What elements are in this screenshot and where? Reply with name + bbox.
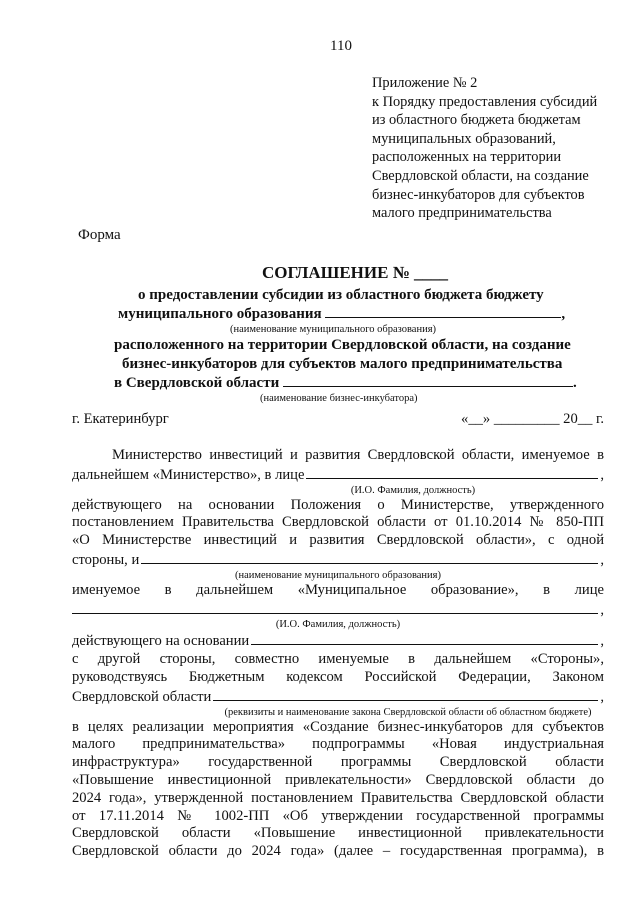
blank-line bbox=[213, 687, 598, 701]
appendix-line: Свердловской области, на создание bbox=[372, 167, 589, 184]
caption-mo: (наименование муниципального образования) bbox=[230, 324, 437, 335]
title-line: бизнес-инкубаторов для субъектов малого предпринимательства bbox=[122, 356, 563, 372]
appendix-line: к Порядку предоставления субсидий bbox=[372, 93, 598, 110]
body-line: руководствуясь Бюджетным кодексом Российской Федерации, Законом bbox=[72, 668, 604, 685]
form-label: Форма bbox=[78, 227, 121, 243]
caption-fio: (И.О. Фамилия, должность) bbox=[350, 484, 476, 496]
body-line: «О Министерстве инвестиций и развития Свердловской области», с одной bbox=[72, 532, 604, 549]
title-main: СОГЛАШЕНИЕ № ____ bbox=[261, 263, 449, 282]
body-text: действующего на основании bbox=[72, 633, 250, 650]
body-line: Свердловской области «Повышение инвестиционной привлекательности bbox=[72, 825, 604, 842]
title-line-text: муниципального образования bbox=[118, 306, 322, 322]
agreement-body bbox=[72, 447, 604, 861]
date-template: «__» _________ 20__ г. bbox=[461, 411, 604, 427]
body-line: малого предпринимательства» подпрограммы «Новая индустриальная bbox=[72, 736, 604, 753]
title-line-text: в Свердловской области bbox=[114, 375, 280, 391]
body-line bbox=[72, 687, 604, 707]
body-text: дальнейшем «Министерство», в лице bbox=[72, 466, 305, 483]
agreement-title bbox=[60, 263, 620, 405]
blank-line bbox=[325, 317, 561, 318]
appendix-line: расположенных на территории bbox=[372, 149, 562, 166]
body-line bbox=[72, 600, 604, 620]
title-line bbox=[60, 305, 620, 324]
body-line: от 17.11.2014 № 1002-ПП «Об утверждении государственной программы bbox=[72, 807, 604, 824]
city: г. Екатеринбург bbox=[72, 411, 169, 427]
body-punct: , bbox=[600, 466, 604, 483]
appendix-line: муниципальных образований, bbox=[372, 130, 556, 147]
body-line bbox=[72, 631, 604, 651]
appendix-block bbox=[372, 74, 634, 223]
body-line: 2024 года», утвержденной постановлением Правительства Свердловской области bbox=[72, 789, 604, 806]
blank-line bbox=[72, 600, 598, 614]
body-line: постановлением Правительства Свердловской области от 01.10.2014 № 850-ПП bbox=[72, 514, 604, 531]
title-line-punct: , bbox=[561, 306, 566, 322]
caption-fio: (И.О. Фамилия, должность) bbox=[275, 619, 401, 631]
body-line: Свердловской области до 2024 года» (далее – государственная программа), в bbox=[72, 843, 604, 860]
page-number: 110 bbox=[330, 38, 352, 54]
caption-law: (реквизиты и наименование закона Свердловской области об областном бюджете) bbox=[224, 706, 592, 718]
appendix-line: Приложение № 2 bbox=[372, 75, 478, 91]
blank-line bbox=[283, 386, 573, 387]
blank-line bbox=[251, 631, 598, 645]
blank-line bbox=[306, 465, 598, 479]
place-date-row bbox=[72, 411, 604, 428]
body-line: именуемое в дальнейшем «Муниципальное образование», в лице bbox=[72, 581, 604, 598]
appendix-line: малого предпринимательства bbox=[372, 205, 552, 222]
blank-line bbox=[141, 550, 598, 564]
body-line: «Повышение инвестиционной привлекательности» Свердловской области до bbox=[72, 771, 604, 788]
body-punct: , bbox=[600, 633, 604, 650]
body-line bbox=[72, 465, 604, 485]
body-line: с другой стороны, совместно именуемые в дальнейшем «Стороны», bbox=[72, 651, 604, 668]
body-line bbox=[72, 550, 604, 570]
title-line: о предоставлении субсидии из областного бюджета бюджету bbox=[138, 287, 544, 303]
caption-mo-body: (наименование муниципального образования) bbox=[234, 569, 442, 581]
body-text: стороны, и bbox=[72, 551, 140, 568]
body-line: действующего на основании Положения о Министерстве, утвержденного bbox=[72, 496, 604, 513]
caption-incubator: (наименование бизнес-инкубатора) bbox=[260, 393, 418, 404]
title-line-punct: . bbox=[572, 375, 577, 391]
title-line bbox=[60, 374, 620, 393]
appendix-line: из областного бюджета бюджетам bbox=[372, 112, 581, 129]
body-text: Свердловской области bbox=[72, 688, 212, 705]
title-line: расположенного на территории Свердловской области, на создание bbox=[114, 337, 571, 353]
body-line: инфраструктура» государственной программы Свердловской области bbox=[72, 754, 604, 771]
body-punct: , bbox=[600, 551, 604, 568]
appendix-line: бизнес-инкубаторов для субъектов bbox=[372, 186, 585, 203]
body-punct: , bbox=[600, 601, 604, 618]
body-line: Министерство инвестиций и развития Свердловской области, именуемое в bbox=[112, 447, 604, 463]
body-line: в целях реализации мероприятия «Создание бизнес-инкубаторов для субъектов bbox=[72, 718, 604, 735]
body-punct: , bbox=[600, 688, 604, 705]
